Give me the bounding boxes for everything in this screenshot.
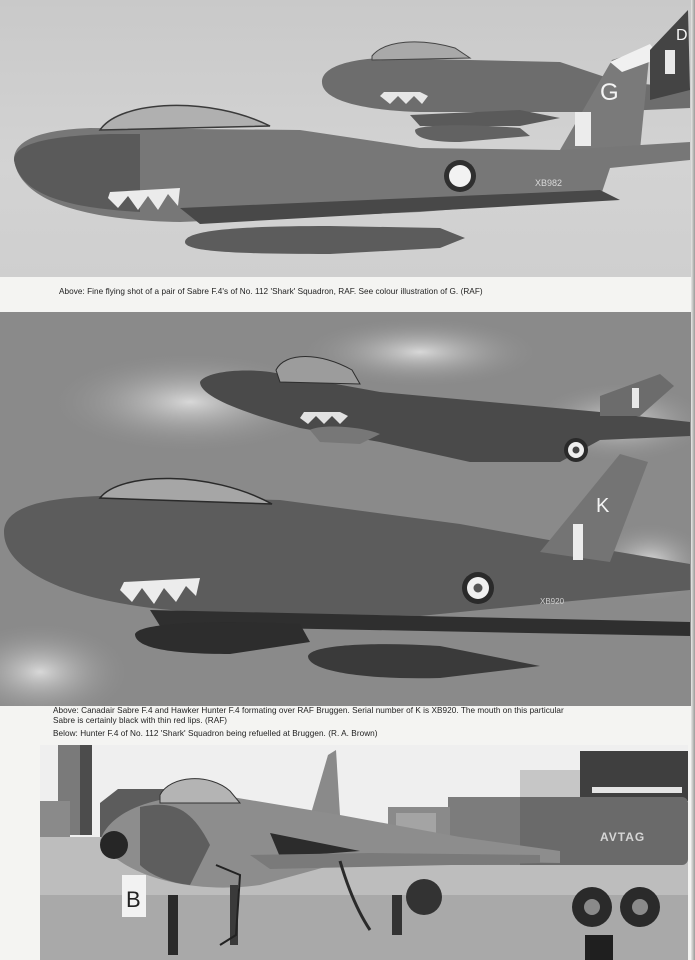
tail-letter-g: G — [600, 79, 619, 106]
serial-number: XB982 — [535, 178, 563, 188]
photo-sabre-hunter-formation — [0, 312, 693, 706]
photo-hunter-refuelling — [40, 745, 688, 960]
rear-sabre-aircraft — [322, 10, 690, 150]
sabre-pair-illustration — [0, 0, 691, 277]
sabre-hunter-illustration — [0, 312, 693, 706]
tail-letter-k: K — [596, 495, 610, 517]
serial-number-k: XB920 — [540, 597, 565, 606]
caption-photo2-line2: Sabre is certainly black with thin red lips. (RAF) — [53, 716, 228, 725]
tail-letter-d: D — [676, 27, 688, 44]
board-letter-b: B — [126, 887, 141, 912]
caption-photo1: Above: Fine flying shot of a pair of Sabre F.4's of No. 112 'Shark' Squadron, RAF. See colour illustration of G. (RAF) — [59, 287, 483, 296]
photo-sabre-pair — [0, 0, 691, 277]
caption-photo2-line1: Above: Canadair Sabre F.4 and Hawker Hunter F.4 formating over RAF Bruggen. Serial number of K is XB920. The mouth on this particular — [53, 706, 564, 715]
caption-photo3: Below: Hunter F.4 of No. 112 'Shark' Squadron being refuelled at Bruggen. (R. A. Brown) — [53, 729, 378, 738]
page-edge-shadow — [691, 0, 695, 960]
hunter-refuelling-illustration — [40, 745, 688, 960]
tanker-label: AVTAG — [600, 830, 646, 844]
